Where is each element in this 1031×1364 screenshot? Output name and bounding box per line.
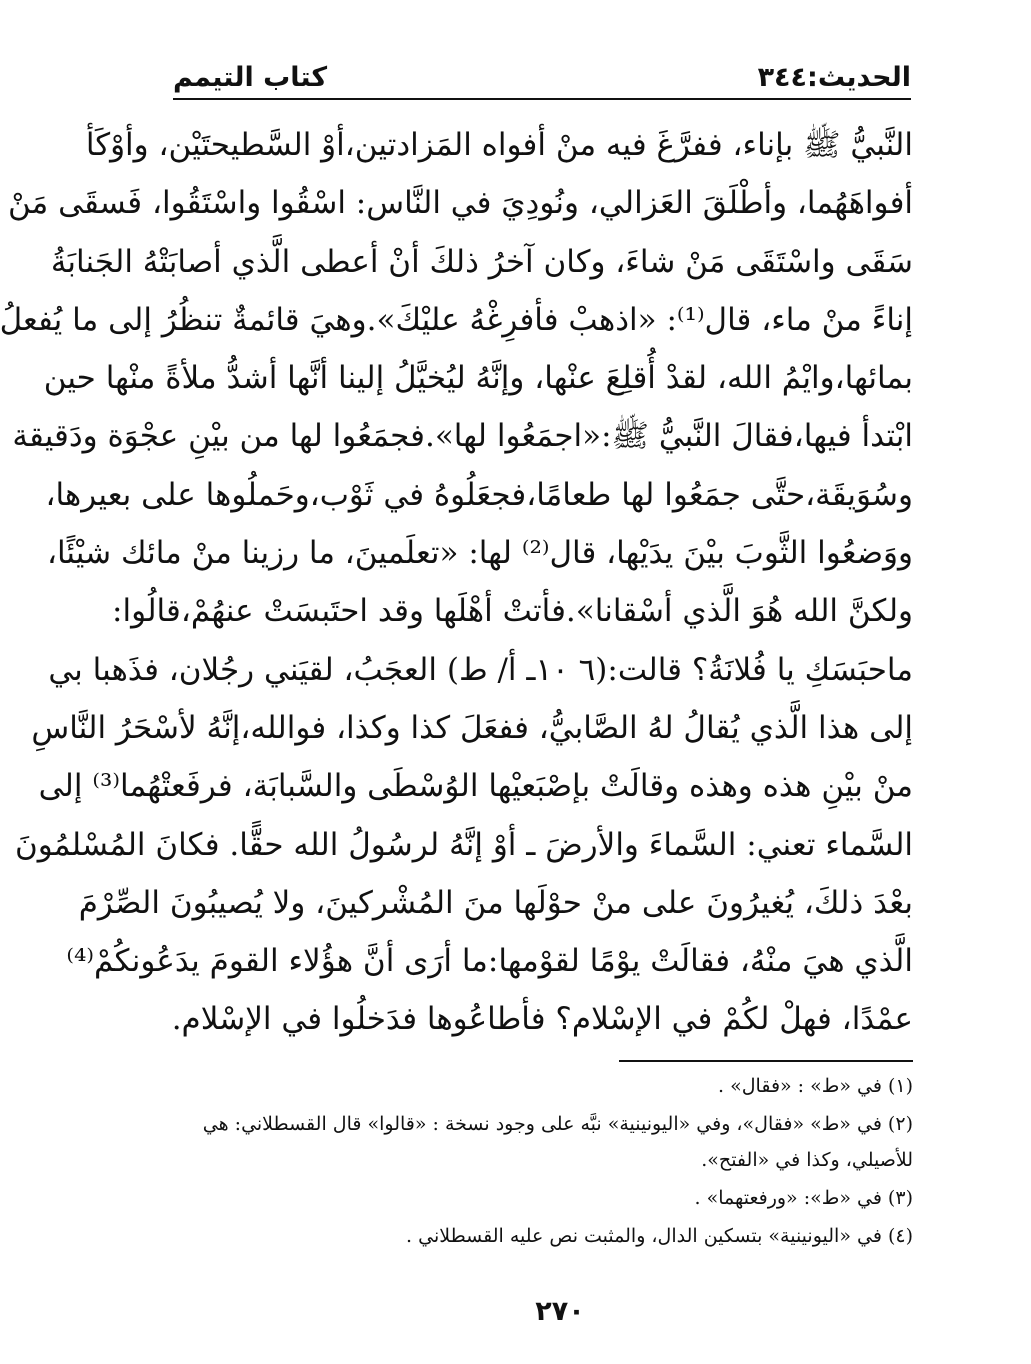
- page-number: ٢٧٠: [535, 1296, 585, 1327]
- hadith-number: الحديث:٣٤٤: [757, 62, 911, 93]
- footnote-line: (٢) في «ط» «فقال»، وفي «اليونينية» نبَّه على وجود نسخة : «قالوا» قال القسطلاني: هي: [202, 1113, 913, 1135]
- footnote-line: (١) في «ط» : «فقال» .: [718, 1075, 913, 1097]
- running-header: [173, 56, 911, 100]
- footnote-line: (٤) في «اليونينية» بتسكين الدال، والمثبت نص عليه القسطلاني .: [406, 1225, 913, 1247]
- text-line: بمائها،وايْمُ الله، لقدْ أُقلِعَ عنْها، وإنَّهُ ليُخيَّلُ إلينا أنَّها أشدُّ ملأةً منْها حين: [43, 360, 913, 397]
- footnote-2: [173, 1106, 913, 1178]
- text-line: النَّبيُّ ﷺ بإناء، ففرَّغَ فيه منْ أفواه المَزادتين،أوْ السَّطيحتَيْن، وأوْكَأ: [85, 127, 913, 163]
- text-line: إلى هذا الَّذي يُقالُ لهُ الصَّابيُّ، ففعَلَ كذا وكذا، فوالله،إنَّهُ لأسْحَرُ النَّاسِ: [31, 709, 913, 746]
- chapter-title: كتاب التيمم: [173, 62, 328, 93]
- footnote-4: [173, 1218, 913, 1254]
- footnote-divider: [619, 1060, 913, 1062]
- text-line: ولكنَّ الله هُوَ الَّذي أسْقانا».فأتتْ أهْلَها وقد احتَبسَتْ عنهُمْ،قالُوا:: [112, 593, 913, 630]
- footnote-1: [173, 1068, 913, 1104]
- text-line: منْ بيْنِ هذه وهذه وقالَتْ بإصْبَعيْها الوُسْطَى والسَّبابَة، فرفَعتْهُما⁽³⁾ إلى: [38, 768, 913, 805]
- footnotes: [173, 1068, 913, 1256]
- text-line: ووَضعُوا الثَّوبَ بيْنَ يدَيْها، قال⁽²⁾ لها: «تعلَمينَ، ما رزينا منْ مائك شيْئًا،: [46, 535, 913, 572]
- footnote-line: (٣) في «ط»: «ورفعتهما» .: [694, 1187, 913, 1209]
- text-line: الَّذي هيَ منْهُ، فقالَتْ يوْمًا لقوْمها:ما أرَى أنَّ هؤُلاء القومَ يدَعُونكُمْ⁽⁴⁾: [66, 943, 913, 980]
- footnote-line: للأصيلي، وكذا في «الفتح».: [701, 1149, 913, 1171]
- text-line: وسُوَيقَة،حتَّى جمَعُوا لها طعامًا،فجعَلُوهُ في ثَوْب،وحَملُوها على بعيرها،: [45, 476, 913, 513]
- text-line: السَّماء تعني: السَّماءَ والأرضَ ـ أوْ إنَّهُ لرسُولُ الله حقًّا. فكانَ المُسْلمُونَ: [14, 826, 913, 863]
- text-line: عمْدًا، فهلْ لكُمْ في الإسْلام؟ فأطاعُوها فدَخلُوا في الإسْلام.: [171, 1001, 913, 1038]
- text-line: سَقَى واسْتَقَى مَنْ شاءَ، وكان آخرُ ذلكَ أنْ أعطى الَّذي أصابَتْهُ الجَنابَةُ: [50, 243, 913, 280]
- hadith-text: [0, 116, 913, 1049]
- text-line: ماحبَسَكِ يا فُلانَةُ؟ قالت:(٦ ١٠ـ أ/ ط) العجَبُ، لقيَني رجُلان، فذَهبا بي: [48, 651, 913, 688]
- text-line: إناءً منْ ماء، قال⁽¹⁾: «اذهبْ فأفرِغْهُ عليْكَ».وهيَ قائمةٌ تنظُرُ إلى ما يُفعلُ: [0, 301, 913, 338]
- text-line: أفواهَهُما، وأطْلَقَ العَزالي، ونُودِيَ في النَّاس: اسْقُوا واسْتَقُوا، فَسقَى مَنْ: [8, 185, 913, 222]
- footnote-3: [173, 1180, 913, 1216]
- text-line: ابْتدأ فيها،فقالَ النَّبيُّ ﷺ:«اجمَعُوا لها».فجمَعُوا لها من بيْنِ عجْوَة ودَقيقة: [12, 418, 913, 455]
- text-line: بعْدَ ذلكَ، يُغيرُونَ على منْ حوْلَها منَ المُشْركينَ، ولا يُصيبُونَ الصِّرْمَ: [78, 884, 913, 921]
